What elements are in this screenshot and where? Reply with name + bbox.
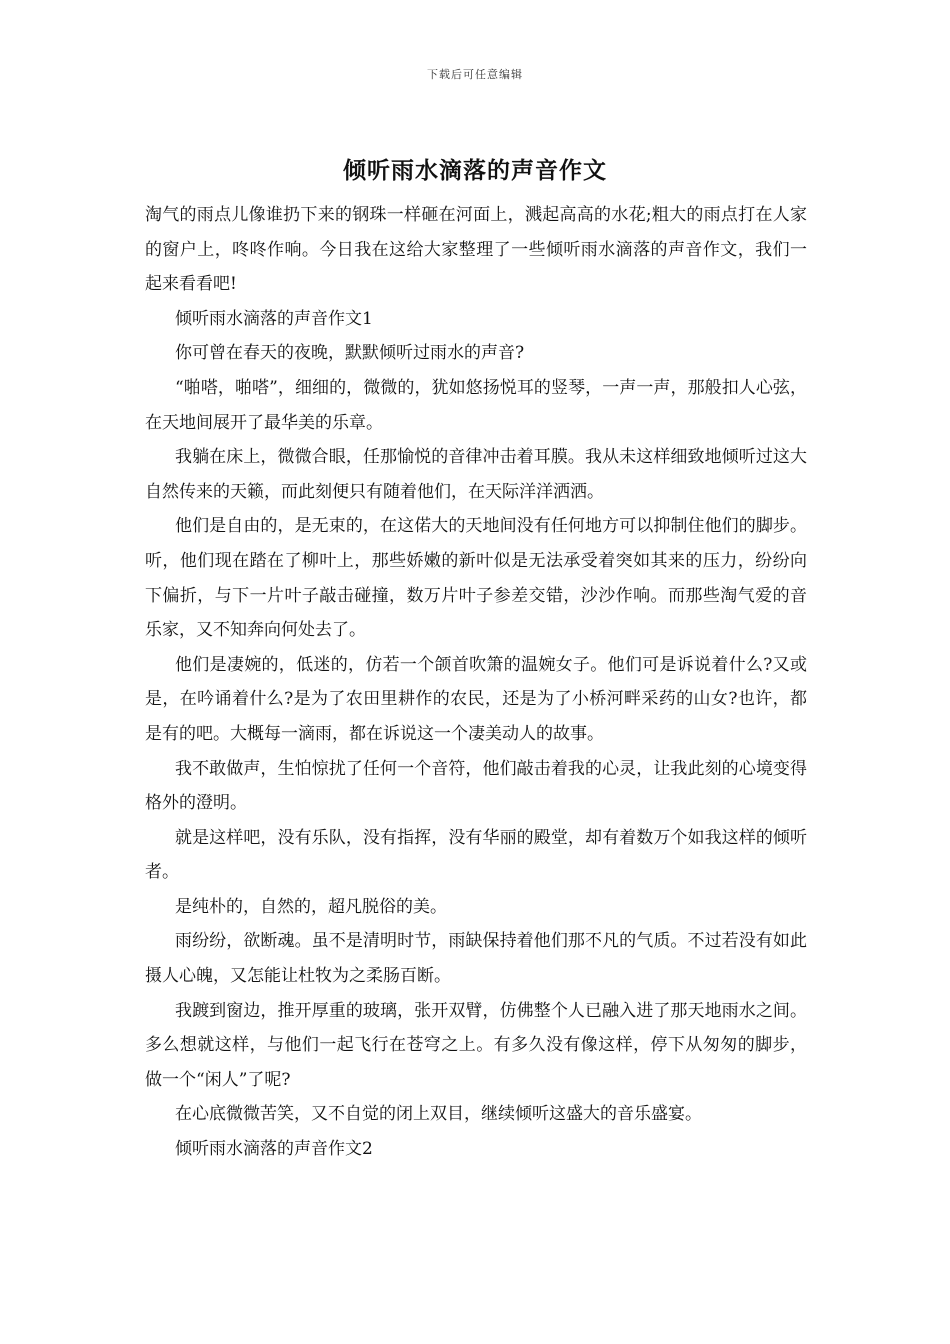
paragraph: 是纯朴的，自然的，超凡脱俗的美。	[175, 896, 447, 917]
paragraph: 我不敢做声，生怕惊扰了任何一个音符，他们敲击着我的心灵，让我此刻的心境变得格外的澄明。	[145, 758, 807, 814]
paragraph: 你可曾在春天的夜晚，默默倾听过雨水的声音?	[175, 343, 525, 364]
paragraph: 倾听雨水滴落的声音作文2	[175, 1139, 373, 1160]
paragraph: 倾听雨水滴落的声音作文1	[175, 308, 373, 329]
header-note: 下载后可任意编辑	[427, 68, 523, 81]
paragraph: 就是这样吧，没有乐队，没有指挥，没有华丽的殿堂，却有着数万个如我这样的倾听者。	[145, 827, 807, 883]
paragraph: 雨纷纷，欲断魂。虽不是清明时节，雨缺保持着他们那不凡的气质。不过若没有如此摄人心魄，又怎能让杜牧为之柔肠百断。	[145, 931, 807, 987]
paragraph: 在心底微微苦笑，又不自觉的闭上双目，继续倾听这盛大的音乐盛宴。	[175, 1104, 702, 1125]
document-title: 倾听雨水滴落的声音作文	[343, 157, 607, 184]
paragraph: 我踱到窗边，推开厚重的玻璃，张开双臂，仿佛整个人已融入进了那天地雨水之间。多么想就这样，与他们一起飞行在苍穹之上。有多久没有像这样，停下从匆匆的脚步，做一个“闲人”了呢?	[145, 1000, 807, 1090]
paragraph: 我躺在床上，微微合眼，任那愉悦的音律冲击着耳膜。我从未这样细致地倾听过这大自然传来的天籁，而此刻便只有随着他们，在天际洋洋洒洒。	[145, 447, 807, 502]
paragraph: 淘气的雨点儿像谁扔下来的钢珠一样砸在河面上，溅起高高的水花;粗大的雨点打在人家的窗户上，咚咚作响。今日我在这给大家整理了一些倾听雨水滴落的声音作文，我们一起来看看吧!	[145, 205, 807, 295]
document-body	[145, 198, 807, 1167]
paragraph: 他们是凄婉的，低迷的，仿若一个颌首吹箫的温婉女子。他们可是诉说着什么?又或是，在吟诵着什么?是为了农田里耕作的农民，还是为了小桥河畔采药的山女?也许，都是有的吧。大概每一滴雨，都在诉说这一个凄美动人的故事。	[145, 654, 807, 744]
paragraph: “啪嗒，啪嗒”，细细的，微微的，犹如悠扬悦耳的竖琴，一声一声，那般扣人心弦，在天地间展开了最华美的乐章。	[145, 377, 807, 433]
paragraph: 他们是自由的，是无束的，在这偌大的天地间没有任何地方可以抑制住他们的脚步。听，他们现在踏在了柳叶上，那些娇嫩的新叶似是无法承受着突如其来的压力，纷纷向下偏折，与下一片叶子敲击碰撞，数万片叶子参差交错，沙沙作响。而那些淘气爱的音乐家，又不知奔向何处去了。	[145, 516, 807, 641]
